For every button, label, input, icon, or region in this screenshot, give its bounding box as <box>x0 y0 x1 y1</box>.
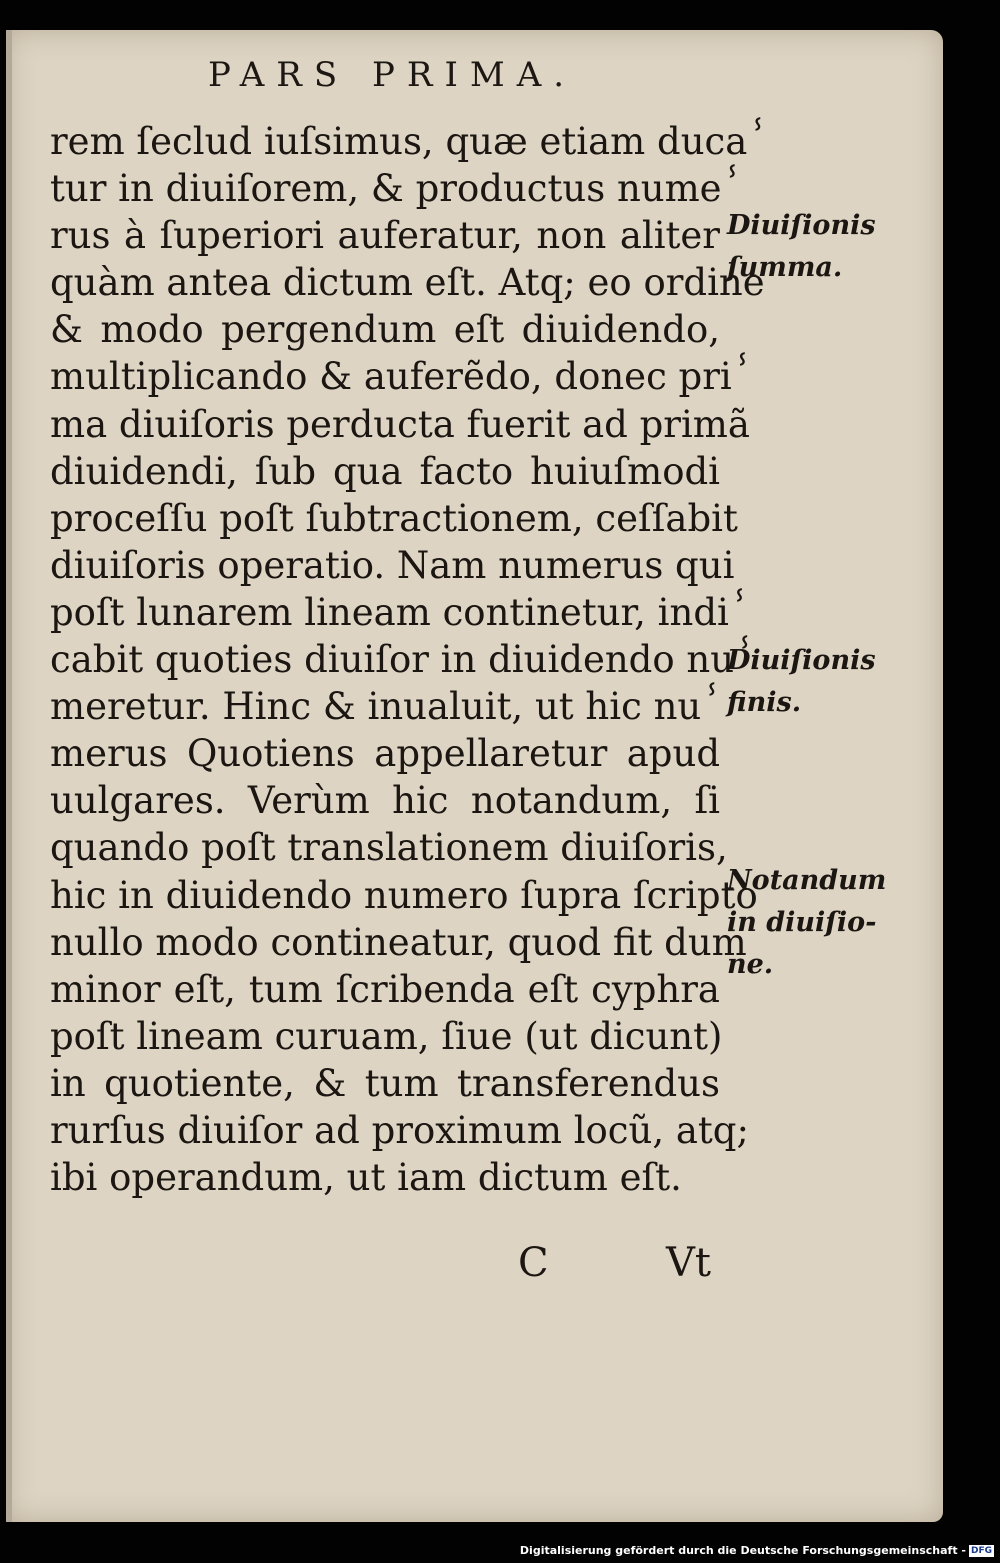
dfg-logo-icon: DFG <box>970 1546 992 1556</box>
text-line: uulgares. Verùm hic notandum, ſi <box>50 779 720 823</box>
text-line: quàm antea dictum eſt. Atq; eo ordine <box>50 261 765 305</box>
margin-note-notandum <box>727 860 886 986</box>
margin-note-line: ne. <box>727 949 774 980</box>
margin-note-line: Notandum <box>727 865 887 896</box>
text-line: rus à ſuperiori auferatur, non aliter <box>50 214 720 258</box>
text-line: nullo modo contineatur, quod fit dum <box>50 920 747 964</box>
text-line: multiplicando & auferẽdo, donec priⸯ <box>50 355 754 399</box>
text-line: meretur. Hinc & inualuit, ut hic nuⸯ <box>50 685 723 729</box>
text-line: hic in diuidendo numero ſupra ſcripto <box>50 873 758 917</box>
page-edge <box>6 30 12 1522</box>
text-line: diuidendi, ſub qua facto huiuſmodi <box>50 449 720 493</box>
text-line: & modo pergendum eſt diuidendo, <box>50 308 720 352</box>
text-line: proceſſu poſt ſubtractionem, ceſſabit <box>50 496 738 540</box>
text-line: minor eſt, tum ſcribenda eſt cyphra <box>50 967 720 1011</box>
text-line: poſt lunarem lineam continetur, indiⸯ <box>50 590 751 634</box>
text-line: ibi operandum, ut iam dictum eſt. <box>50 1156 682 1200</box>
catchword: Vt <box>666 1240 711 1286</box>
margin-note-finis <box>727 640 876 724</box>
text-line: ma diuiſoris perducta fuerit ad primã <box>50 402 750 446</box>
text-line: rurſus diuiſor ad proximum locũ, atq; <box>50 1108 749 1152</box>
margin-note-line: Diuiſionis <box>727 210 876 241</box>
text-line: quando poſt translationem diuiſoris, <box>50 826 728 870</box>
margin-note-line: ſumma. <box>727 252 843 283</box>
text-line: diuiſoris operatio. Nam numerus qui <box>50 543 735 587</box>
margin-note-line: finis. <box>727 687 802 718</box>
running-header: PARS PRIMA. <box>208 55 577 95</box>
margin-note-line: in diuiſio- <box>727 907 877 938</box>
margin-note-line: Diuiſionis <box>727 645 876 676</box>
text-line: tur in diuiſorem, & productus numeⸯ <box>50 167 743 211</box>
credit-text: Digitalisierung gefördert durch die Deutsche Forschungsgemeinschaft - <box>519 1544 966 1557</box>
digitization-credit <box>520 1544 994 1557</box>
margin-note-summa <box>727 205 876 289</box>
text-line: cabit quoties diuiſor in diuidendo nuⸯ <box>50 638 756 682</box>
text-line: merus Quotiens appellaretur apud <box>50 732 720 776</box>
signature-mark: C <box>518 1240 549 1286</box>
text-line: rem ſeclud iuſsimus, quæ etiam ducaⸯ <box>50 120 769 163</box>
text-line: poſt lineam curuam, ſiue (ut dicunt) <box>50 1014 723 1058</box>
text-line: in quotiente, & tum transferendus <box>50 1061 720 1105</box>
